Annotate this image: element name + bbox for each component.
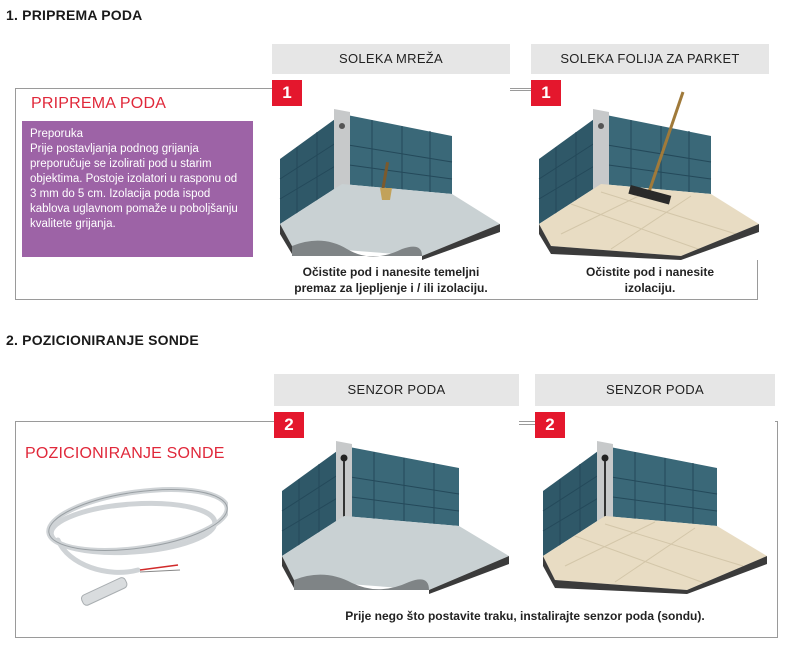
section-1-heading: 1. PRIPREMA PODA <box>6 7 143 23</box>
step-badge-2b: 2 <box>535 412 565 438</box>
caption-section-2: Prije nego što postavite traku, instalirajte senzor poda (sondu). <box>345 609 705 623</box>
step-badge-1a: 1 <box>272 80 302 106</box>
section-1-box-title: PRIPREMA PODA <box>31 95 167 112</box>
panel-title-soleka-mreza: SOLEKA MREŽA <box>272 44 510 74</box>
recommendation-note <box>22 121 253 257</box>
scene-floor-preparation-broom <box>531 74 769 260</box>
step-badge-1b: 1 <box>531 80 561 106</box>
connector-line-2 <box>519 424 536 425</box>
connector-line <box>510 90 532 91</box>
note-text: Prije postavljanja podnog grijanja preporučuje se izolirati pod u starim objektima. Postoje izolatori u rasponu od 3 mm do 5 cm. Izolacija poda ispod kablova uglavnom pomaže u poboljšanju kvalitete grijanja. <box>30 143 238 230</box>
note-title: Preporuka <box>30 128 84 140</box>
panel-title-soleka-folija: SOLEKA FOLIJA ZA PARKET <box>531 44 769 74</box>
section-2-box-title: POZICIONIRANJE SONDE <box>25 445 225 462</box>
scene-sensor-position-beige <box>535 406 775 594</box>
panel-title-senzor-poda-1: SENZOR PODA <box>274 374 519 406</box>
scene-sensor-position-grey <box>274 406 519 594</box>
caption-panel-1a: Očistite pod i nanesite temeljni premaz za ljepljenje i / ili izolaciju. <box>294 265 488 295</box>
step-badge-2a: 2 <box>274 412 304 438</box>
panel-title-senzor-poda-2: SENZOR PODA <box>535 374 775 406</box>
section-2-heading: 2. POZICIONIRANJE SONDE <box>6 332 199 348</box>
scene-floor-preparation-primer <box>272 74 510 260</box>
caption-panel-1b: Očistite pod i nanesite izolaciju. <box>585 265 715 295</box>
floor-sensor-cable-image <box>28 470 228 620</box>
